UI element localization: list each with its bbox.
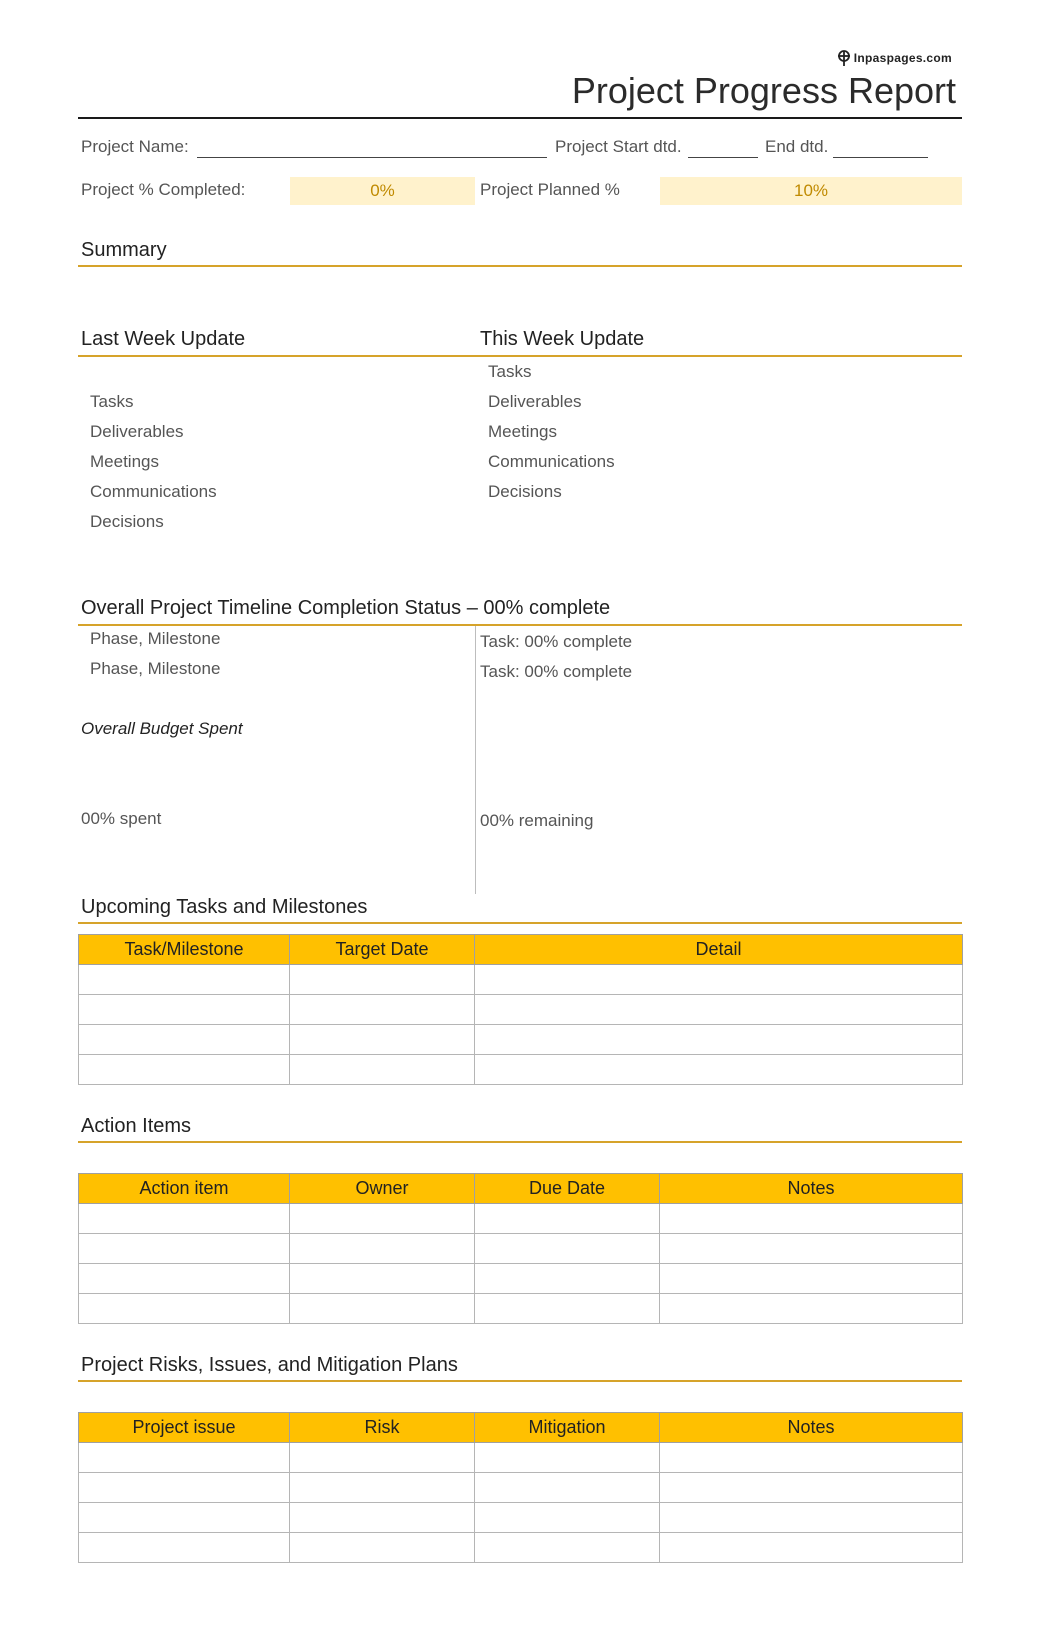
table-row <box>79 1025 963 1055</box>
table-cell[interactable] <box>290 1234 475 1264</box>
risks-col-mitigation: Mitigation <box>475 1413 660 1443</box>
table-cell[interactable] <box>475 1234 660 1264</box>
table-cell[interactable] <box>290 1264 475 1294</box>
table-cell[interactable] <box>290 1503 475 1533</box>
table-cell[interactable] <box>475 1264 660 1294</box>
table-cell[interactable] <box>660 1204 963 1234</box>
percent-planned-value[interactable]: 10% <box>660 177 962 205</box>
table-row <box>79 1443 963 1473</box>
title-divider <box>78 117 962 119</box>
table-cell[interactable] <box>475 1294 660 1324</box>
budget-remaining: 00% remaining <box>480 811 594 830</box>
upcoming-header-row <box>79 935 963 965</box>
this-week-heading: This Week Update <box>480 328 645 350</box>
table-cell[interactable] <box>475 1503 660 1533</box>
table-cell[interactable] <box>290 965 475 995</box>
budget-spent: 00% spent <box>81 809 162 828</box>
table-cell[interactable] <box>290 1443 475 1473</box>
table-cell[interactable] <box>290 995 475 1025</box>
brand-text: Inpaspages.com <box>853 51 952 65</box>
table-cell[interactable] <box>660 1234 963 1264</box>
table-row <box>79 1204 963 1234</box>
risks-col-issue: Project issue <box>79 1413 290 1443</box>
table-cell[interactable] <box>79 1234 290 1264</box>
risks-col-notes: Notes <box>660 1413 963 1443</box>
table-cell[interactable] <box>79 1204 290 1234</box>
actions-header-row <box>79 1174 963 1204</box>
table-cell[interactable] <box>79 1473 290 1503</box>
timeline-column-divider <box>475 626 476 894</box>
actions-col-owner: Owner <box>290 1174 475 1204</box>
actions-divider <box>78 1141 962 1143</box>
table-cell[interactable] <box>290 1204 475 1234</box>
actions-col-notes: Notes <box>660 1174 963 1204</box>
this-week-item: Deliverables <box>488 392 582 411</box>
table-cell[interactable] <box>660 1533 963 1563</box>
table-cell[interactable] <box>660 1264 963 1294</box>
percent-completed-label: Project % Completed: <box>81 180 246 199</box>
table-row <box>79 1294 963 1324</box>
timeline-divider <box>78 624 962 626</box>
table-cell[interactable] <box>79 1503 290 1533</box>
this-week-item: Meetings <box>488 422 557 441</box>
project-name-label: Project Name: <box>81 137 189 156</box>
actions-table <box>78 1173 963 1324</box>
summary-divider <box>78 265 962 267</box>
table-cell[interactable] <box>290 1473 475 1503</box>
percent-completed-value[interactable]: 0% <box>290 177 475 205</box>
table-cell[interactable] <box>79 995 290 1025</box>
risks-divider <box>78 1380 962 1382</box>
page-title: Project Progress Report <box>571 70 956 111</box>
table-cell[interactable] <box>660 1443 963 1473</box>
table-row <box>79 1473 963 1503</box>
table-cell[interactable] <box>290 1533 475 1563</box>
last-week-item: Meetings <box>90 452 159 471</box>
risks-col-risk: Risk <box>290 1413 475 1443</box>
table-cell[interactable] <box>475 1443 660 1473</box>
this-week-item: Communications <box>488 452 615 471</box>
task-status: Task: 00% complete <box>480 632 633 651</box>
brand-logo <box>837 50 952 66</box>
last-week-heading: Last Week Update <box>81 328 246 350</box>
risks-heading: Project Risks, Issues, and Mitigation Plans <box>81 1354 458 1376</box>
table-cell[interactable] <box>475 1055 963 1085</box>
table-row <box>79 1264 963 1294</box>
phase-milestone: Phase, Milestone <box>90 629 221 648</box>
table-cell[interactable] <box>475 1204 660 1234</box>
last-week-item: Deliverables <box>90 422 184 441</box>
project-start-label: Project Start dtd. <box>555 137 682 156</box>
table-cell[interactable] <box>475 965 963 995</box>
table-cell[interactable] <box>475 1025 963 1055</box>
summary-heading: Summary <box>81 239 167 261</box>
actions-col-due: Due Date <box>475 1174 660 1204</box>
end-date-field[interactable] <box>833 139 928 158</box>
table-cell[interactable] <box>660 1473 963 1503</box>
project-name-field[interactable] <box>197 139 547 158</box>
table-cell[interactable] <box>290 1025 475 1055</box>
table-cell[interactable] <box>79 965 290 995</box>
brand-mark-icon <box>837 50 851 66</box>
upcoming-heading: Upcoming Tasks and Milestones <box>81 896 368 918</box>
table-row <box>79 1234 963 1264</box>
this-week-item: Tasks <box>488 362 532 381</box>
table-cell[interactable] <box>475 1533 660 1563</box>
table-cell[interactable] <box>475 1473 660 1503</box>
table-cell[interactable] <box>660 1294 963 1324</box>
timeline-heading: Overall Project Timeline Completion Status – 00% complete <box>81 597 611 619</box>
table-row <box>79 1533 963 1563</box>
project-start-field[interactable] <box>688 139 758 158</box>
risks-header-row <box>79 1413 963 1443</box>
end-date-label: End dtd. <box>765 137 829 156</box>
table-cell[interactable] <box>79 1294 290 1324</box>
table-cell[interactable] <box>79 1055 290 1085</box>
upcoming-col-date: Target Date <box>290 935 475 965</box>
upcoming-divider <box>78 922 962 924</box>
updates-divider <box>78 355 962 357</box>
table-cell[interactable] <box>79 1025 290 1055</box>
table-cell[interactable] <box>475 995 963 1025</box>
upcoming-col-detail: Detail <box>475 935 963 965</box>
table-cell[interactable] <box>290 1294 475 1324</box>
upcoming-col-task: Task/Milestone <box>79 935 290 965</box>
upcoming-table <box>78 934 963 1085</box>
last-week-item: Communications <box>90 482 217 501</box>
task-status: Task: 00% complete <box>480 662 633 681</box>
table-row <box>79 1055 963 1085</box>
last-week-item: Decisions <box>90 512 164 531</box>
table-cell[interactable] <box>290 1055 475 1085</box>
table-row <box>79 1503 963 1533</box>
last-week-item: Tasks <box>90 392 134 411</box>
budget-heading: Overall Budget Spent <box>81 719 243 738</box>
table-row <box>79 965 963 995</box>
table-cell[interactable] <box>79 1533 290 1563</box>
table-cell[interactable] <box>79 1443 290 1473</box>
this-week-item: Decisions <box>488 482 562 501</box>
risks-table <box>78 1412 963 1563</box>
table-cell[interactable] <box>660 1503 963 1533</box>
table-row <box>79 995 963 1025</box>
actions-col-item: Action item <box>79 1174 290 1204</box>
phase-milestone: Phase, Milestone <box>90 659 221 678</box>
table-cell[interactable] <box>79 1264 290 1294</box>
percent-planned-label: Project Planned % <box>480 180 620 199</box>
actions-heading: Action Items <box>81 1115 192 1137</box>
